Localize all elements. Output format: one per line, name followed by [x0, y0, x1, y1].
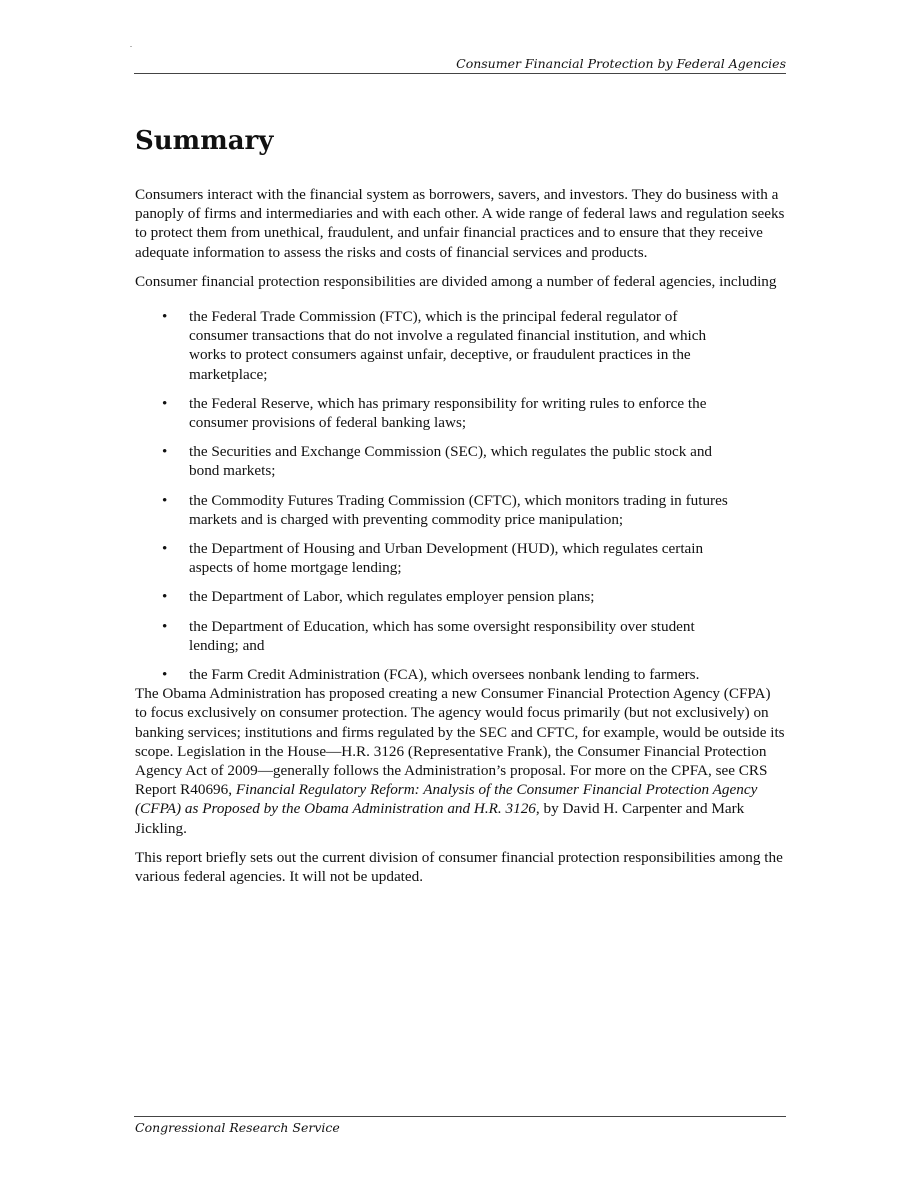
paragraph-agencies-lead: Consumer financial protection responsibilities are divided among a number of federal agencies, including: [135, 272, 777, 290]
bullet-icon: •: [162, 617, 168, 635]
list-item-text: the Department of Education, which has some oversight responsibility over student lending; and: [189, 617, 695, 654]
bullet-icon: •: [162, 666, 168, 684]
bullet-icon: •: [162, 394, 168, 412]
header-divider: [134, 73, 786, 74]
list-item-cftc: [135, 491, 734, 529]
list-item-text: the Securities and Exchange Commission (SEC), which regulates the public stock and bond markets;: [189, 443, 713, 480]
list-item-text: the Federal Trade Commission (FTC), which is the principal federal regulator of consumer transactions that do not involve a regulated financial institution, and which works to protect consumers against unfair, deceptive, or fraudulent practices in the marketplace;: [189, 308, 707, 383]
list-item-hud: [135, 539, 734, 577]
bullet-icon: •: [162, 540, 168, 558]
list-item-text: the Federal Reserve, which has primary responsibility for writing rules to enforce the consumer provisions of federal banking laws;: [189, 394, 707, 432]
list-item-text: the Department of Labor, which regulates employer pension plans;: [189, 588, 595, 606]
paragraph-cfpa-proposal: [135, 684, 785, 838]
paragraph-cfpa-text: The Obama Administration has proposed creating a new Consumer Financial Protection Agency (CFPA) to focus exclusively on consumer protection. The agency would focus primarily (but not exclusively) on banking services; institutions and firms regulated by the SEC and CFTC, for example, would be outside its scope. Legislation in the House—H.R. 3126 (Representative Frank), the Consumer Financial Protection Agency Act of 2009—generally follows the Administration’s proposal. For more on the CPFA, see CRS Report R40696,: [135, 685, 785, 799]
agency-list: [135, 307, 785, 684]
paragraph-intro: Consumers interact with the financial system as borrowers, savers, and investors. They do business with a panoply of firms and intermediaries and with each other. A wide range of federal laws and regulation seeks to protect them from unethical, fraudulent, and unfair financial practices and to ensure that they receive adequate information to assess the risks and costs of financial services and products.: [135, 186, 785, 261]
bullet-icon: •: [162, 491, 168, 509]
document-body: [135, 123, 785, 896]
bullet-icon: •: [162, 443, 168, 461]
bullet-icon: •: [162, 308, 168, 326]
list-item-ftc: [135, 307, 734, 384]
list-item-sec: [135, 442, 734, 480]
paragraph-cfpa-authors: , by David H. Carpenter and Mark Jickling.: [135, 800, 745, 837]
page-title: Summary: [135, 126, 274, 156]
page-mark: .: [130, 40, 132, 49]
running-footer: Congressional Research Service: [135, 1120, 340, 1135]
list-item-text: the Department of Housing and Urban Development (HUD), which regulates certain aspects of home mortgage lending;: [189, 540, 704, 577]
list-item-labor: [135, 587, 734, 606]
bullet-icon: •: [162, 588, 168, 606]
list-item-text: the Farm Credit Administration (FCA), which oversees nonbank lending to farmers.: [189, 666, 700, 684]
paragraph-report-scope: This report briefly sets out the current division of consumer financial protection responsibilities among the various federal agencies. It will not be updated.: [135, 848, 783, 886]
list-item-fca: [135, 665, 734, 684]
report-title: Financial Regulatory Reform: Analysis of the Consumer Financial Protection Agency (CFPA) as Proposed by the Obama Administration and H.R. 3126: [135, 781, 758, 818]
list-item-federal-reserve: [135, 394, 734, 432]
footer-divider: [134, 1116, 786, 1117]
list-item-education: [135, 617, 734, 655]
list-item-text: the Commodity Futures Trading Commission (CFTC), which monitors trading in futures markets and is charged with preventing commodity price manipulation;: [189, 491, 728, 528]
running-header: Consumer Financial Protection by Federal Agencies: [456, 56, 786, 71]
